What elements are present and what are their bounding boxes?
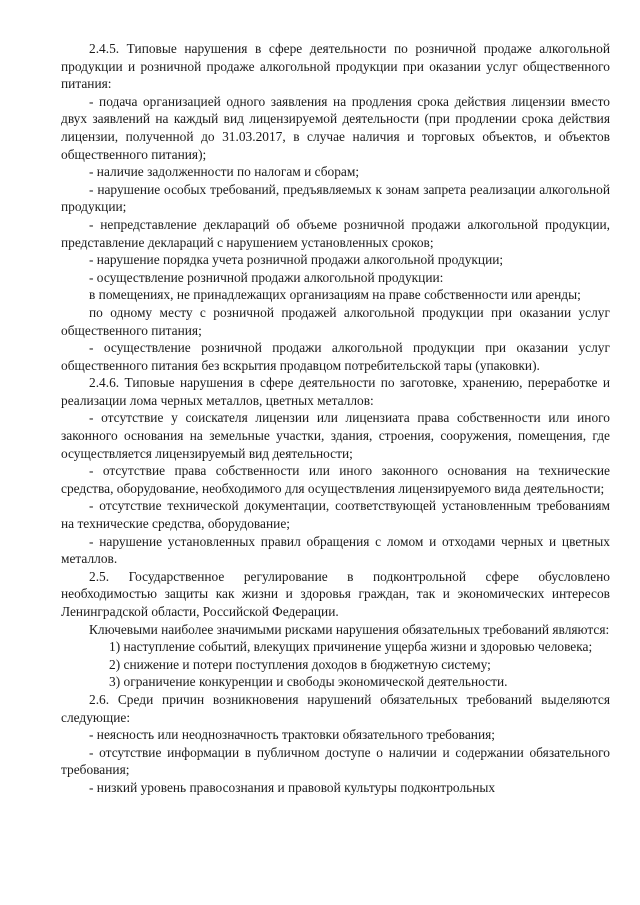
paragraph-scrap-rules: - нарушение установленных правил обращения с ломом и отходами черных и цветных металлов. [61,533,610,567]
paragraph-accounting: - нарушение порядка учета розничной продажи алкогольной продукции; [89,252,504,268]
paragraph-2-5: 2.5. Государственное регулирование в подконтрольной сфере обусловлено необходимостью защиты как жизни и здоровья граждан, так и экономических интересов Ленинградской области, Российской Федерации. [61,568,610,619]
paragraph-risk-3: 3) ограничение конкуренции и свободы экономической деятельности. [109,674,508,690]
paragraph-same-place: по одному месту с розничной продажей алкогольной продукции при оказании услуг общественного питания; [61,304,610,338]
paragraph-tax-debt: - наличие задолженности по налогам и сборам; [89,164,360,180]
paragraph-ambiguity: - неясность или неоднозначность трактовки обязательного требования; [89,727,495,743]
paragraph-risk-1: 1) наступление событий, влекущих причинение ущерба жизни и здоровью человека; [109,639,593,655]
paragraph-retail-sale: - осуществление розничной продажи алкогольной продукции: [89,269,444,285]
paragraph-tech-docs: - отсутствие технической документации, соответствующей установленным требованиям на технические средства, оборудование; [61,498,610,532]
paragraph-2-4-6-heading: 2.4.6. Типовые нарушения в сфере деятельности по заготовке, хранению, переработке и реализации лома черных металлов, цветных металлов: [61,375,610,408]
paragraph-premises: в помещениях, не принадлежащих организациям на праве собственности или аренды; [89,287,581,303]
paragraph-declarations: - непредставление деклараций об объеме розничной продажи алкогольной продукции, представление деклараций с нарушением установленных сроков; [61,216,610,250]
paragraph-risk-2: 2) снижение и потери поступления доходов в бюджетную систему; [109,656,491,672]
paragraph-land-rights: - отсутствие у соискателя лицензии или лицензиата права собственности или иного законного основания на земельные участки, здания, строения, сооружения, помещения, где осуществляется лицензируемый вид деятельности; [61,410,610,461]
paragraph-no-info: - отсутствие информации в публичном доступе о наличии и содержании обязательного требования; [61,744,610,778]
paragraph-equipment-rights: - отсутствие права собственности или иного законного основания на технические средства, оборудование, необходимого для осуществления лицензируемого вида деятельности; [61,463,610,496]
paragraph-2-4-5-heading: 2.4.5. Типовые нарушения в сфере деятельности по розничной продаже алкогольной продукции и розничной продаже алкогольной продукции при оказании услуг общественного питания: [61,41,610,92]
paragraph-no-opening: - осуществление розничной продажи алкогольной продукции при оказании услуг общественного питания без вскрытия продавцом потребительской тары (упаковки). [61,340,610,373]
paragraph-2-6: 2.6. Среди причин возникновения нарушений обязательных требований выделяются следующие: [61,691,610,725]
paragraph-license-extension: - подача организацией одного заявления на продления срока действия лицензии вместо двух заявлений на каждый вид лицензируемой деятельности (при продлении срока действия лицензии, полученной до 31.03.2017, в случае наличия и торговых объектов, и объектов общественного питания); [61,93,610,162]
paragraph-low-culture: - низкий уровень правосознания и правовой культуры подконтрольных [89,779,496,795]
paragraph-ban-zones: - нарушение особых требований, предъявляемых к зонам запрета реализации алкогольной продукции; [61,181,610,215]
paragraph-key-risks: Ключевыми наиболее значимыми рисками нарушения обязательных требований являются: [89,621,610,637]
